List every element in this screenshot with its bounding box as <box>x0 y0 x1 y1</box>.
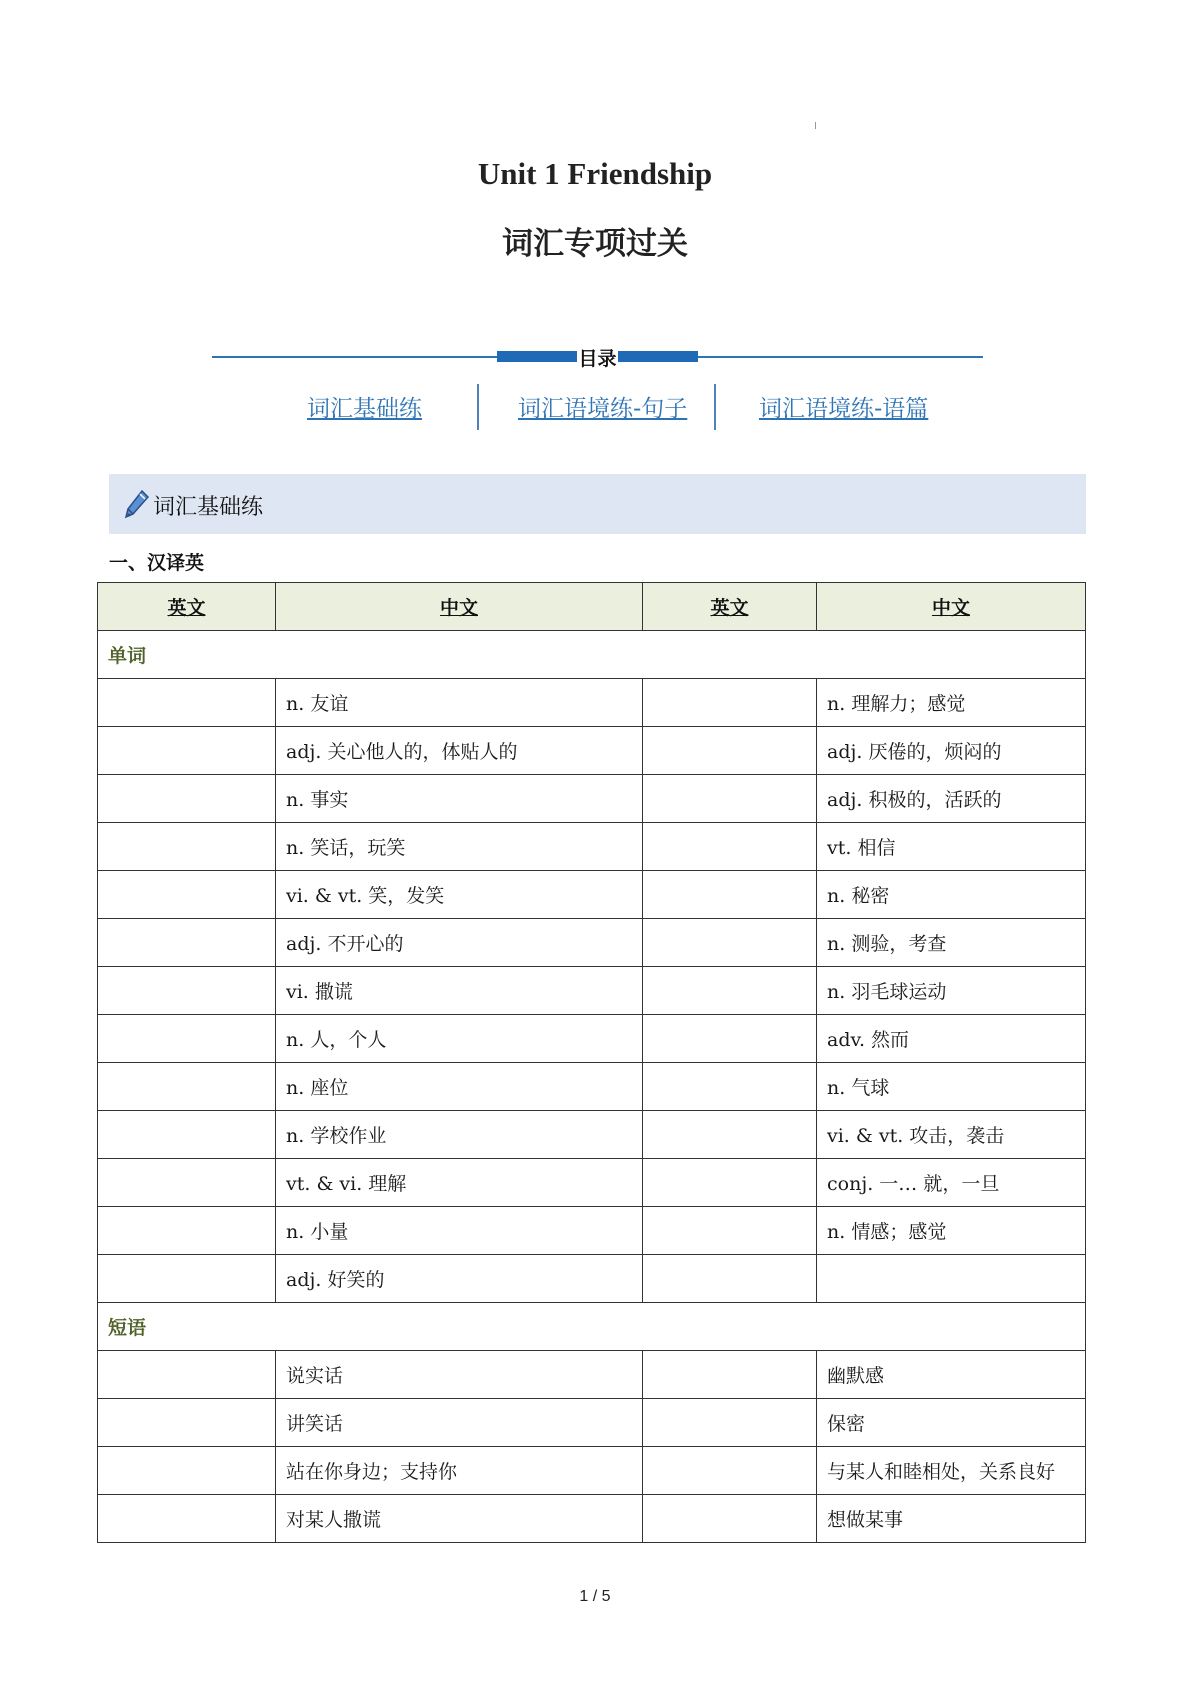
word-row <box>98 679 1086 727</box>
document-subtitle: 词汇专项过关 <box>502 226 688 262</box>
english-answer-cell[interactable] <box>643 1159 817 1207</box>
english-answer-cell[interactable] <box>643 1111 817 1159</box>
chinese-meaning-cell: adj. 好笑的 <box>276 1255 643 1303</box>
english-answer-cell[interactable] <box>98 1015 276 1063</box>
english-answer-cell[interactable] <box>98 1207 276 1255</box>
english-answer-cell[interactable] <box>643 919 817 967</box>
column-header-chinese: 中文 <box>817 583 1086 631</box>
chinese-meaning-cell: n. 笑话，玩笑 <box>276 823 643 871</box>
phrase-row <box>98 1351 1086 1399</box>
chinese-meaning-cell: 说实话 <box>276 1351 643 1399</box>
chinese-meaning-cell: 站在你身边；支持你 <box>276 1447 643 1495</box>
english-answer-cell[interactable] <box>643 1447 817 1495</box>
category-row-words <box>98 631 1086 679</box>
english-answer-cell[interactable] <box>98 775 276 823</box>
chinese-meaning-cell: n. 测验，考查 <box>817 919 1086 967</box>
header-tick-mark <box>815 122 816 129</box>
phrase-row <box>98 1447 1086 1495</box>
english-answer-cell[interactable] <box>98 1351 276 1399</box>
english-answer-cell[interactable] <box>643 1015 817 1063</box>
english-answer-cell[interactable] <box>643 1255 817 1303</box>
category-label: 短语 <box>98 1303 1086 1351</box>
toc-divider-right <box>698 356 983 358</box>
word-row <box>98 1207 1086 1255</box>
chinese-meaning-cell: 与某人和睦相处，关系良好 <box>817 1447 1086 1495</box>
word-row <box>98 967 1086 1015</box>
column-header-english: 英文 <box>643 583 817 631</box>
word-row <box>98 823 1086 871</box>
english-answer-cell[interactable] <box>98 823 276 871</box>
pen-icon <box>123 490 149 520</box>
chinese-meaning-cell: conj. 一… 就，一旦 <box>817 1159 1086 1207</box>
word-row <box>98 919 1086 967</box>
chinese-meaning-cell <box>817 1255 1086 1303</box>
table-body <box>98 631 1086 1543</box>
chinese-meaning-cell: adv. 然而 <box>817 1015 1086 1063</box>
english-answer-cell[interactable] <box>643 823 817 871</box>
word-row <box>98 775 1086 823</box>
chinese-meaning-cell: vi. 撒谎 <box>276 967 643 1015</box>
section-title: 词汇基础练 <box>153 495 264 520</box>
chinese-meaning-cell: n. 人，个人 <box>276 1015 643 1063</box>
english-answer-cell[interactable] <box>98 1111 276 1159</box>
chinese-meaning-cell: vi. & vt. 攻击，袭击 <box>817 1111 1086 1159</box>
unit-title: Unit 1 Friendship <box>477 156 713 191</box>
toc-accent-bar-left <box>497 351 577 362</box>
table-header-row <box>98 583 1086 631</box>
chinese-meaning-cell: 想做某事 <box>817 1495 1086 1543</box>
english-answer-cell[interactable] <box>643 871 817 919</box>
english-answer-cell[interactable] <box>98 679 276 727</box>
chinese-meaning-cell: n. 秘密 <box>817 871 1086 919</box>
toc-separator <box>477 384 479 430</box>
toc-accent-bar-right <box>618 351 698 362</box>
english-answer-cell[interactable] <box>98 1159 276 1207</box>
phrase-row <box>98 1495 1086 1543</box>
column-header-english: 英文 <box>98 583 276 631</box>
english-answer-cell[interactable] <box>643 679 817 727</box>
toc-divider-left <box>212 356 497 358</box>
chinese-meaning-cell: n. 气球 <box>817 1063 1086 1111</box>
chinese-meaning-cell: vi. & vt. 笑，发笑 <box>276 871 643 919</box>
chinese-meaning-cell: adj. 厌倦的，烦闷的 <box>817 727 1086 775</box>
chinese-meaning-cell: 保密 <box>817 1399 1086 1447</box>
chinese-meaning-cell: n. 事实 <box>276 775 643 823</box>
chinese-meaning-cell: 幽默感 <box>817 1351 1086 1399</box>
english-answer-cell[interactable] <box>98 1063 276 1111</box>
chinese-meaning-cell: n. 座位 <box>276 1063 643 1111</box>
english-answer-cell[interactable] <box>98 1255 276 1303</box>
word-row <box>98 871 1086 919</box>
english-answer-cell[interactable] <box>643 1495 817 1543</box>
exercise-heading: 一、汉译英 <box>109 552 205 574</box>
english-answer-cell[interactable] <box>643 1063 817 1111</box>
english-answer-cell[interactable] <box>643 1207 817 1255</box>
chinese-meaning-cell: n. 羽毛球运动 <box>817 967 1086 1015</box>
chinese-meaning-cell: adj. 积极的，活跃的 <box>817 775 1086 823</box>
chinese-meaning-cell: adj. 不开心的 <box>276 919 643 967</box>
english-answer-cell[interactable] <box>98 1495 276 1543</box>
toc-link-row <box>0 384 1190 430</box>
english-answer-cell[interactable] <box>643 967 817 1015</box>
page-number: 1 / 5 <box>579 1588 611 1605</box>
toc-link-basic[interactable]: 词汇基础练 <box>307 396 422 422</box>
chinese-meaning-cell: n. 友谊 <box>276 679 643 727</box>
english-answer-cell[interactable] <box>643 727 817 775</box>
english-answer-cell[interactable] <box>98 919 276 967</box>
category-label: 单词 <box>98 631 1086 679</box>
toc-separator <box>714 384 716 430</box>
chinese-meaning-cell: vt. 相信 <box>817 823 1086 871</box>
english-answer-cell[interactable] <box>98 1447 276 1495</box>
vocab-table <box>97 582 1086 1543</box>
chinese-meaning-cell: n. 理解力；感觉 <box>817 679 1086 727</box>
english-answer-cell[interactable] <box>98 871 276 919</box>
chinese-meaning-cell: n. 学校作业 <box>276 1111 643 1159</box>
english-answer-cell[interactable] <box>643 1351 817 1399</box>
word-row <box>98 1063 1086 1111</box>
english-answer-cell[interactable] <box>98 1399 276 1447</box>
toc-link-sentences[interactable]: 词汇语境练-句子 <box>518 396 688 422</box>
word-row <box>98 1255 1086 1303</box>
column-header-chinese: 中文 <box>276 583 643 631</box>
english-answer-cell[interactable] <box>643 1399 817 1447</box>
chinese-meaning-cell: n. 小量 <box>276 1207 643 1255</box>
chinese-meaning-cell: 对某人撒谎 <box>276 1495 643 1543</box>
english-answer-cell[interactable] <box>643 775 817 823</box>
chinese-meaning-cell: adj. 关心他人的，体贴人的 <box>276 727 643 775</box>
phrase-row <box>98 1399 1086 1447</box>
category-row-phrases <box>98 1303 1086 1351</box>
chinese-meaning-cell: vt. & vi. 理解 <box>276 1159 643 1207</box>
word-row <box>98 1111 1086 1159</box>
word-row <box>98 1015 1086 1063</box>
toc-label: 目录 <box>578 348 617 370</box>
word-row <box>98 1159 1086 1207</box>
english-answer-cell[interactable] <box>98 727 276 775</box>
word-row <box>98 727 1086 775</box>
toc-link-passage[interactable]: 词汇语境练-语篇 <box>759 396 929 422</box>
chinese-meaning-cell: 讲笑话 <box>276 1399 643 1447</box>
section-header-band <box>109 474 1086 534</box>
chinese-meaning-cell: n. 情感；感觉 <box>817 1207 1086 1255</box>
english-answer-cell[interactable] <box>98 967 276 1015</box>
